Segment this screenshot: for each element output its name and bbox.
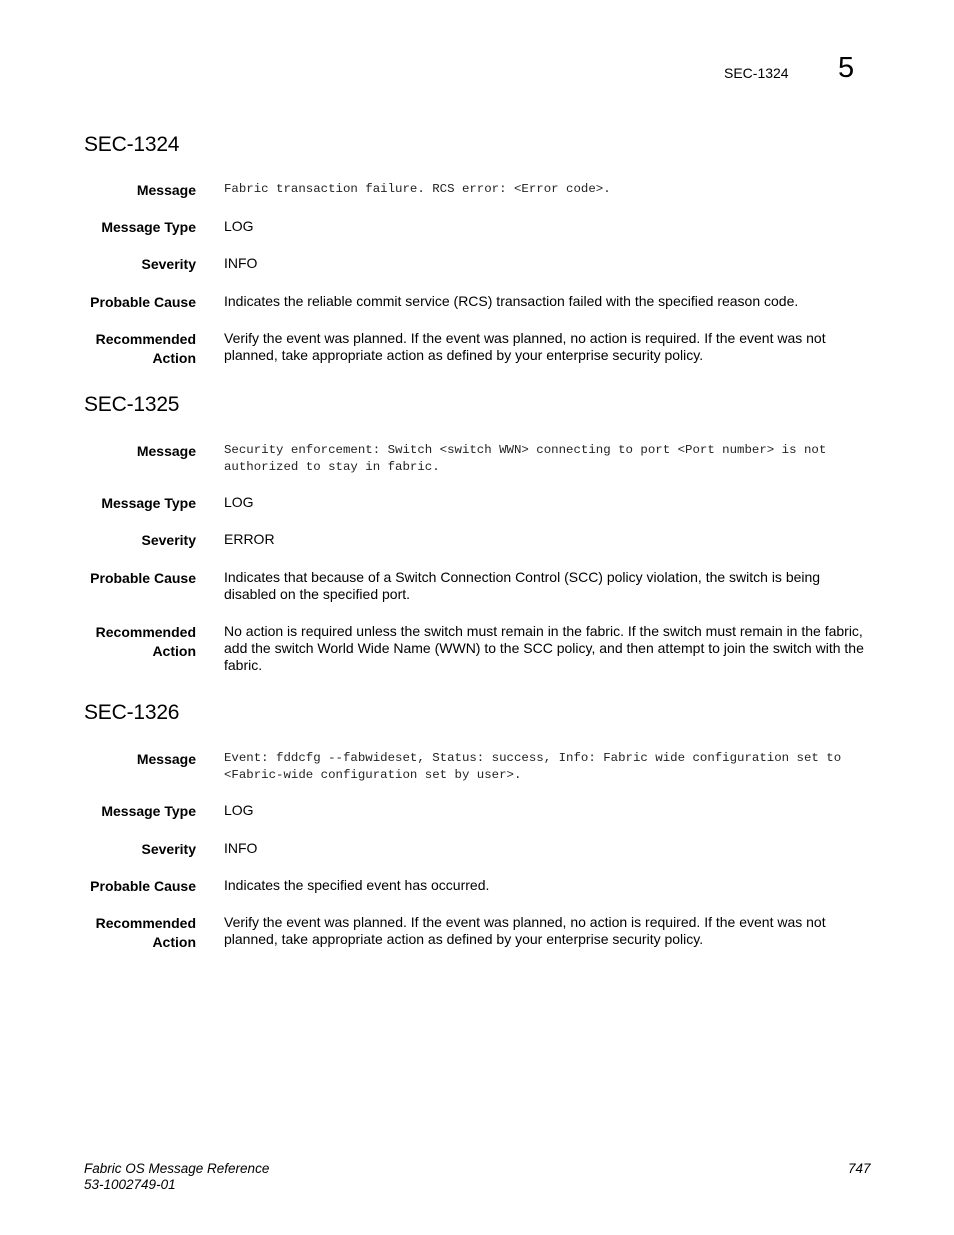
- severity-label: Severity: [141, 841, 196, 857]
- severity-label: Severity: [141, 532, 196, 548]
- recommended-action-value: Verify the event was planned. If the event was planned, no action is required. If the event was not planned, take appropriate action as defined by your enterprise security policy.: [224, 330, 826, 363]
- message-type-value: LOG: [224, 218, 254, 234]
- message-type-label: Message Type: [101, 803, 196, 819]
- severity-value: ERROR: [224, 531, 275, 547]
- running-header-section: SEC-1324: [724, 65, 789, 81]
- footer-document-id: 53-1002749-01: [84, 1177, 176, 1192]
- message-entry: [84, 393, 874, 673]
- severity-value: INFO: [224, 255, 258, 271]
- severity-value: INFO: [224, 840, 258, 856]
- message-type-label: Message Type: [101, 495, 196, 511]
- message-value: Security enforcement: Switch <switch WWN> connecting to port <Port number> is not authorized to stay in fabric.: [224, 443, 827, 474]
- probable-cause-label: Probable Cause: [90, 570, 196, 586]
- probable-cause-label: Probable Cause: [90, 878, 196, 894]
- probable-cause-value: Indicates the reliable commit service (RCS) transaction failed with the specified reason code.: [224, 293, 799, 309]
- probable-cause-value: Indicates the specified event has occurred.: [224, 877, 490, 893]
- recommended-action-value: No action is required unless the switch must remain in the fabric. If the switch must remain in the fabric, add the switch World Wide Name (WWN) to the SCC policy, and then attempt to join the switch with the fabric.: [224, 623, 864, 673]
- message-entry: [84, 701, 874, 950]
- message-type-label: Message Type: [101, 219, 196, 235]
- message-value: Fabric transaction failure. RCS error: <Error code>.: [224, 182, 611, 196]
- entry-title: SEC-1325: [84, 393, 180, 416]
- recommended-action-label: Recommended Action: [95, 915, 196, 950]
- message-label: Message: [136, 182, 196, 198]
- message-type-value: LOG: [224, 802, 254, 818]
- entry-title: SEC-1326: [84, 701, 180, 724]
- footer-document-title: Fabric OS Message Reference: [84, 1161, 270, 1176]
- severity-label: Severity: [141, 256, 196, 272]
- message-value: Event: fddcfg --fabwideset, Status: success, Info: Fabric wide configuration set to <Fabric-wide configuration set by user>.: [224, 751, 842, 782]
- message-type-value: LOG: [224, 494, 254, 510]
- probable-cause-label: Probable Cause: [90, 294, 196, 310]
- entry-title: SEC-1324: [84, 133, 180, 156]
- recommended-action-label: Recommended Action: [95, 331, 196, 366]
- page-number: 747: [848, 1161, 871, 1176]
- chapter-number: 5: [838, 52, 855, 84]
- recommended-action-label: Recommended Action: [95, 624, 196, 659]
- probable-cause-value: Indicates that because of a Switch Connection Control (SCC) policy violation, the switch is being disabled on the specified port.: [224, 569, 821, 602]
- recommended-action-value: Verify the event was planned. If the event was planned, no action is required. If the event was not planned, take appropriate action as defined by your enterprise security policy.: [224, 914, 826, 947]
- message-label: Message: [136, 751, 196, 767]
- message-label: Message: [136, 443, 196, 459]
- message-entry: [84, 133, 874, 366]
